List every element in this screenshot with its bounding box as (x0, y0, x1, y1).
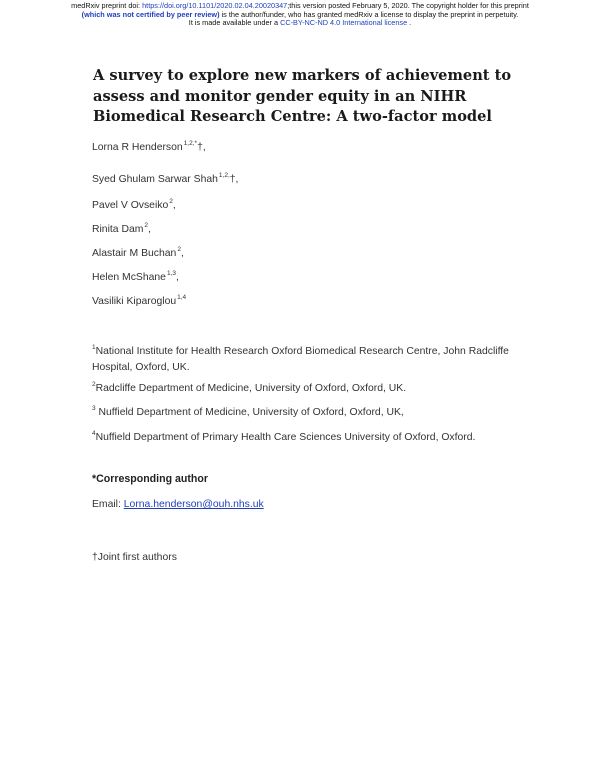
affiliation-text: Nuffield Department of Medicine, University of Oxford, Oxford, UK, (95, 407, 404, 418)
author-affiliation-ref: 1,2, (218, 172, 230, 179)
author-suffix: , (175, 272, 179, 283)
author-suffix: †, (197, 142, 206, 153)
header-version: ;this version posted February 5, 2020. The copyright holder for this preprint (287, 1, 529, 10)
author-name: Vasiliki Kiparoglou (92, 296, 177, 307)
corresponding-author-heading: *Corresponding author (92, 473, 208, 485)
peer-review-notice: (which was not certified by peer review) (81, 9, 220, 19)
affiliation-number: 1 (92, 344, 96, 351)
joint-first-authors-note: †Joint first authors (92, 552, 177, 563)
affiliation-number: 3 (92, 405, 96, 412)
author-affiliation-ref: 1,3 (166, 270, 176, 277)
affiliation-number: 2 (92, 381, 96, 388)
header-prefix: medRxiv preprint doi: (71, 1, 143, 10)
author-name: Helen McShane (92, 272, 166, 283)
email-link[interactable]: Lorna.henderson@ouh.nhs.uk (123, 499, 264, 510)
author (92, 294, 186, 307)
paper-title: A survey to explore new markers of achievement to assess and monitor gender equity in an NIHR Biomedical Research Centre: A two-factor model (93, 67, 512, 125)
author-affiliation-ref: 1,2,* (183, 140, 198, 147)
author (92, 198, 176, 211)
author-name: Lorna R Henderson (92, 142, 183, 153)
author-suffix: , (180, 248, 184, 259)
author-affiliation-ref: 2 (144, 222, 149, 229)
corresponding-email (92, 499, 264, 510)
preprint-header-line-3 (0, 19, 600, 28)
license-prefix: It is made available under a (188, 18, 281, 27)
doi-link[interactable]: https://doi.org/10.1101/2020.02.04.20020347 (142, 1, 288, 10)
affiliation (92, 340, 512, 376)
license-notice: is the author/funder, who has granted medRxiv a license to display the preprint in perpetuity. (219, 9, 519, 19)
affiliation (92, 426, 512, 446)
author-affiliation-ref: 1,4 (177, 294, 187, 301)
license-suffix: . (407, 18, 412, 27)
author (92, 246, 184, 259)
author (92, 222, 151, 235)
license-link[interactable]: CC-BY-NC-ND 4.0 International license (280, 18, 408, 27)
author-name: Pavel V Ovseiko (92, 200, 169, 211)
author-affiliation-ref: 2 (177, 246, 181, 253)
affiliation (92, 377, 512, 397)
affiliation-text: Nuffield Department of Primary Health Care Sciences University of Oxford, Oxford. (95, 432, 476, 443)
author-name: Alastair M Buchan (92, 248, 177, 259)
author (92, 270, 179, 283)
author (92, 172, 238, 185)
author-affiliation-ref: 2 (169, 198, 173, 205)
affiliation-number: 4 (92, 430, 96, 437)
author-suffix: , (172, 200, 176, 211)
author-suffix: †, (229, 174, 239, 185)
affiliation (92, 401, 512, 421)
author-name: Syed Ghulam Sarwar Shah (92, 174, 218, 185)
affiliation-text: National Institute for Health Research Oxford Biomedical Research Centre, John Radcliffe Hospital, Oxford, UK. (92, 346, 509, 373)
author-name: Rinita Dam (92, 224, 144, 235)
email-label: Email: (92, 499, 124, 510)
author (92, 140, 206, 153)
affiliation-text: Radcliffe Department of Medicine, University of Oxford, Oxford, UK. (95, 383, 407, 394)
author-suffix: , (148, 224, 151, 235)
